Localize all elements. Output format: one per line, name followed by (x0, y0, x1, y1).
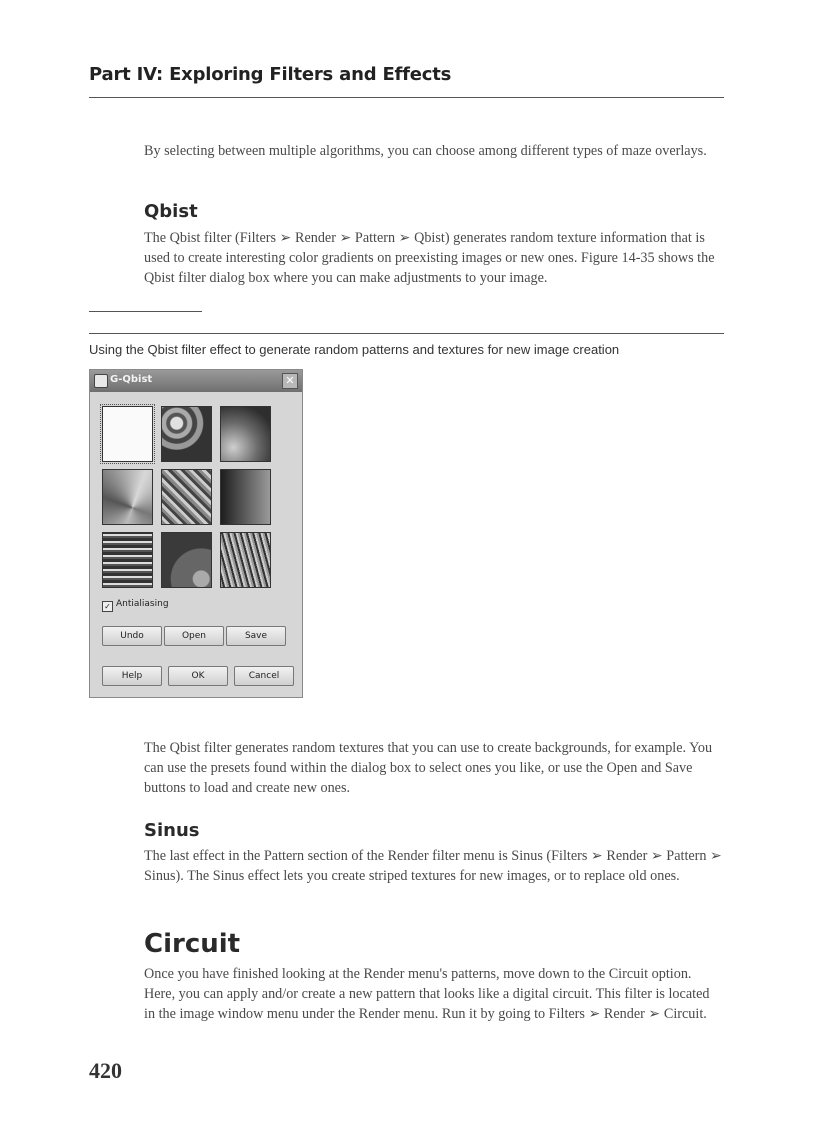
dialog-title: G-Qbist (110, 374, 153, 385)
pattern-thumb-2[interactable] (161, 406, 212, 462)
figure-rule (89, 333, 724, 334)
sinus-paragraph: The last effect in the Pattern section of the Render filter menu is Sinus (Filters ➢ Render ➢ Pattern ➢ Sinus). The Sinus effect lets you create striped textures for new images, or to replace old ones. (144, 848, 722, 884)
dialog-titlebar (90, 370, 302, 392)
figure-short-rule (89, 311, 202, 312)
page-number: 420 (89, 1058, 122, 1083)
pattern-thumb-4[interactable] (102, 469, 153, 525)
undo-button[interactable]: Undo (102, 626, 162, 646)
header-rule (89, 97, 724, 98)
qbist-heading: Qbist (144, 201, 198, 222)
intro-paragraph: By selecting between multiple algorithms, you can choose among different types of maze overlays. (144, 143, 707, 159)
close-button[interactable]: ✕ (282, 373, 298, 389)
running-head: Part IV: Exploring Filters and Effects (89, 64, 452, 85)
antialiasing-checkbox[interactable]: ✓ (102, 601, 113, 612)
pattern-thumb-1[interactable] (102, 406, 153, 462)
ok-button[interactable]: OK (168, 666, 228, 686)
qbist-dialog (89, 369, 303, 698)
save-button[interactable]: Save (226, 626, 286, 646)
qbist-followup-paragraph: The Qbist filter generates random textures that you can use to create backgrounds, for example. You can use the presets found within the dialog box to select ones you like, or use the Open and Save buttons to load and create new ones. (144, 740, 713, 796)
pattern-thumb-3[interactable] (220, 406, 271, 462)
circuit-heading: Circuit (144, 929, 241, 959)
pattern-thumb-9[interactable] (220, 532, 271, 588)
help-button[interactable]: Help (102, 666, 162, 686)
circuit-paragraph: Once you have finished looking at the Render menu's patterns, move down to the Circuit option. Here, you can apply and/or create a new pattern that looks like a digital circuit. This filter is located in the image window menu under the Render menu. Run it by going to Filters ➢ Render ➢ Circuit. (144, 966, 710, 1022)
pattern-thumb-8[interactable] (161, 532, 212, 588)
app-icon (94, 374, 108, 388)
pattern-thumb-6[interactable] (220, 469, 271, 525)
sinus-heading: Sinus (144, 820, 200, 841)
pattern-thumb-7[interactable] (102, 532, 153, 588)
figure-caption: Using the Qbist filter effect to generate random patterns and textures for new image creation (89, 342, 620, 357)
qbist-paragraph: The Qbist filter (Filters ➢ Render ➢ Pattern ➢ Qbist) generates random texture information that is used to create interesting color gradients on preexisting images or new ones. Figure 14-35 shows the Qbist filter dialog box where you can make adjustments to your image. (144, 230, 715, 286)
cancel-button[interactable]: Cancel (234, 666, 294, 686)
open-button[interactable]: Open (164, 626, 224, 646)
pattern-thumb-5[interactable] (161, 469, 212, 525)
antialiasing-label: Antialiasing (116, 599, 169, 609)
